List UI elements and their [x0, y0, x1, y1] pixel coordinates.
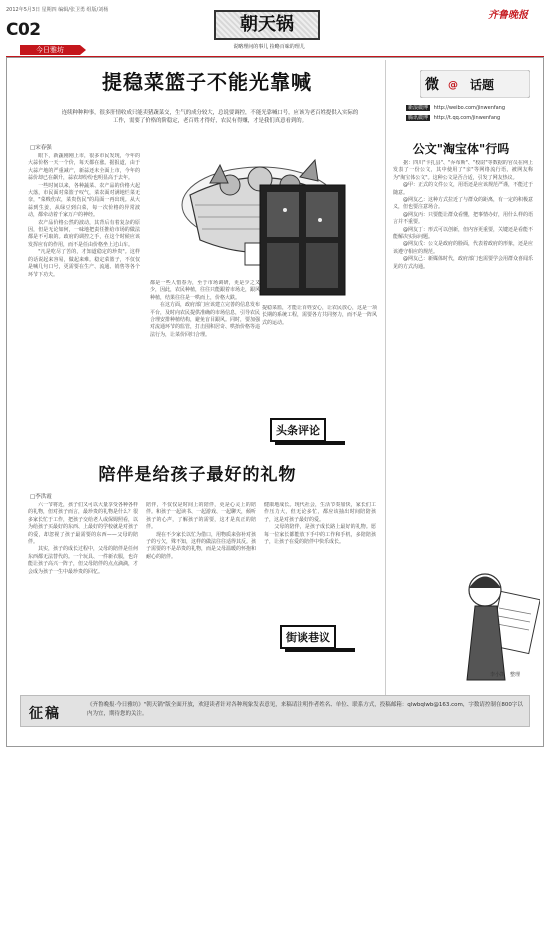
weibo-row-url[interactable]: http://t.qq.com/jinwenfang — [433, 115, 501, 121]
brand-logo: 齐鲁晚报 — [488, 10, 528, 21]
article2-col1: 六一节将近，孩子们又可以大量享受各种各样的礼物，但对孩子而言，最珍贵的礼物是什么？很多家长忙于工作，把孩子交给老人或保姆照看，以为给孩子买最好的东西、上最好的学校就是对孩子的爱，却忽视了孩子最需要的东西——父母的陪伴。 其实，孩子的成长过程中，父母的陪伴是任何东西都无法替代的。一个玩具、一件新衣服，也许能让孩子高兴一阵子，但父母陪伴的点点滴滴，才会成为孩子一生中最珍贵的回忆。 — [28, 502, 138, 575]
article2-byline: □李洪霞 — [30, 494, 52, 500]
call-for-papers-tag: 征稿 — [29, 706, 61, 722]
article1-col3: 提稳菜篮，才能让百姓安心，让农民放心，这是一项长期的系统工程，需要各方共同努力，而不是一阵风式的运动。 — [262, 305, 377, 326]
weibo-title: 话题 — [470, 78, 495, 92]
article1-col2: 都是一些人惜春为，至于市场调研，更是少之又少，因此，农民种植，往往只能跟着市场走，跟风种植，结果往往是一哄而上，价格大跌。 在这方面，政府部门应该建立完善的信息发布平台，及时向农民提供准确的市场信息，引导农民合理安排种植结构，避免盲目跟风。同时，要加强对流通环节的监管，打击囤积居奇、哄抬价格等违法行为，让菜价回归合理。 — [150, 280, 260, 338]
call-for-papers-text: 《齐鲁晚报·今日雅坊》"朝天锅"版全面开放，欢迎读者针对各种现象发表意见，来稿请注明作者姓名、单位、联系方式，投稿邮箱：qlwbqlwb@163.com，字数请控制在800字以内为宜，期待您的关注。 — [87, 702, 523, 717]
article1-col1: 眼下，新蔬刚刚上市，很多市民发现，今年的大蒜价格一天一个价，每天都在涨。据报道，由于大蒜产地的严重减产，新蒜还未全面上市，今年的蒜价却已在飙升，蒜农却纷纷也明显高于去年。 一些时间以来，各种蔬菜、农产品的价格大起大落，市民面对菜篮子叹气，菜农面对满地烂菜无奈，"菜贱伤农，菜贵伤民"的局面一再出现。从大蒜到生姜，从绿豆到白菜，每一次价格的异常波动，都牵动着千家万户的神经。 农产品价格公然的波动，其背后有着复杂的原因，但是无论如何，一味地把责任推给市场的做法都是不可取的。政府的调控之手，在这个时候应该发挥应有的作用，而不是任由价格坐上过山车。 "凡是吃尽了苦的，才知道稳定的珍贵"。这样的话说起来容易，做起来难。稳定菜篮子，不仅仅是喊几句口号，更需要在生产、流通、销售等各个环节下功夫。 — [28, 153, 140, 278]
article1-byline: □宋春强 — [30, 145, 52, 151]
article2-col2: 陪伴，不仅仅是时间上的陪伴，更是心灵上的陪伴。和孩子一起读书、一起游戏、一起聊天，倾听孩子的心声，了解孩子的需要，这才是真正的陪伴。 现在不少家长以忙为借口，用物质来弥补对孩子的亏欠，殊不知，这样的做法往往适得其反。孩子需要的不是昂贵的礼物，而是父母温暖的怀抱和耐心的陪伴。 — [146, 502, 256, 560]
weibo-row-url[interactable]: http://weibo.com/jinwenfang — [433, 105, 506, 111]
column-tag: 今日雅坊 — [20, 45, 80, 55]
page-meta: 2012年5月3日 星期四 编辑/张卫勇 组版/刘杨 — [6, 7, 109, 13]
article1-lead: 连续种种种事，很多肝情收成只能卖猪蔬菜交，生气的成分较大，总说要调控，不能光靠喊口号，应该为老百姓提供入实际的工作，需要了价格的阶稳定，老百姓才得好，农民有得赚，才是我们真意看到的。 — [61, 110, 359, 124]
column-tag-arrow — [80, 45, 86, 55]
headline-comment-badge: 头条评论 — [270, 418, 326, 442]
article3-author: 李小凯 整理 — [490, 672, 521, 678]
weibo-row-label: 腾讯微博 — [408, 115, 429, 121]
at-icon: @ — [448, 80, 458, 91]
masthead-title: 朝天锅 — [240, 14, 294, 35]
article2-headline: 陪伴是给孩子最好的礼物 — [98, 465, 297, 485]
weibo-row-sina — [406, 104, 505, 111]
article3-body: 据：四川"卡扎县"、"乔布斯"、"校尉"等数据的官员在网上发表了一份公文，其中使用了"亲"等网络流行语，被网友称为"淘宝体公文"。这种公文是否合适，引发了网友热议。 @甲：正式的文件公文，用语还是应该规范严谨，不能过于随意。 @网友乙：这种方式拉近了与群众的距离，有一定的积极意义，但也要注意场合。 @网友丙：只要能让群众看懂，把事情办好，用什么样的语言并不重要。 @网友丁：形式可以创新，但内容更重要，关键还是看能不能解决实际问题。 @网友戊：公文是政府的脸面，代表着政府的形象，还是应该遵守相应的规范。 @网友己：新媒体时代，政府部门也需要学会用群众喜闻乐见的方式沟通。 — [393, 160, 533, 270]
masthead — [214, 10, 320, 40]
article2-col3: 健康地成长。现代社会，生活节奏加快，家长们工作压力大，但无论多忙，都应该抽出时间陪陪孩子，这是对孩子最好的爱。 父母的陪伴，是孩子成长路上最好的礼物。愿每一位家长都能放下手中的工作和手机，多陪陪孩子，让孩子在爱的陪伴中快乐成长。 — [264, 502, 376, 546]
call-for-papers-bar — [20, 695, 530, 727]
badge-underline — [275, 441, 345, 445]
weibo-logo-char: 微 — [425, 77, 439, 93]
badge-underline — [285, 648, 355, 652]
weibo-row-label: 新浪微博 — [408, 105, 429, 111]
masthead-subtitle: 说略理问的事儿 捡略百味的理儿 — [233, 44, 305, 50]
window-illustration — [255, 180, 350, 300]
article3-headline: 公文"淘宝体"行吗 — [412, 142, 510, 156]
page-number: C02 — [6, 20, 41, 40]
article1-headline: 提稳菜篮子不能光靠喊 — [102, 70, 312, 94]
column-divider — [385, 60, 386, 715]
street-talk-badge: 街谈巷议 — [280, 625, 336, 649]
weibo-row-qq — [406, 114, 500, 121]
